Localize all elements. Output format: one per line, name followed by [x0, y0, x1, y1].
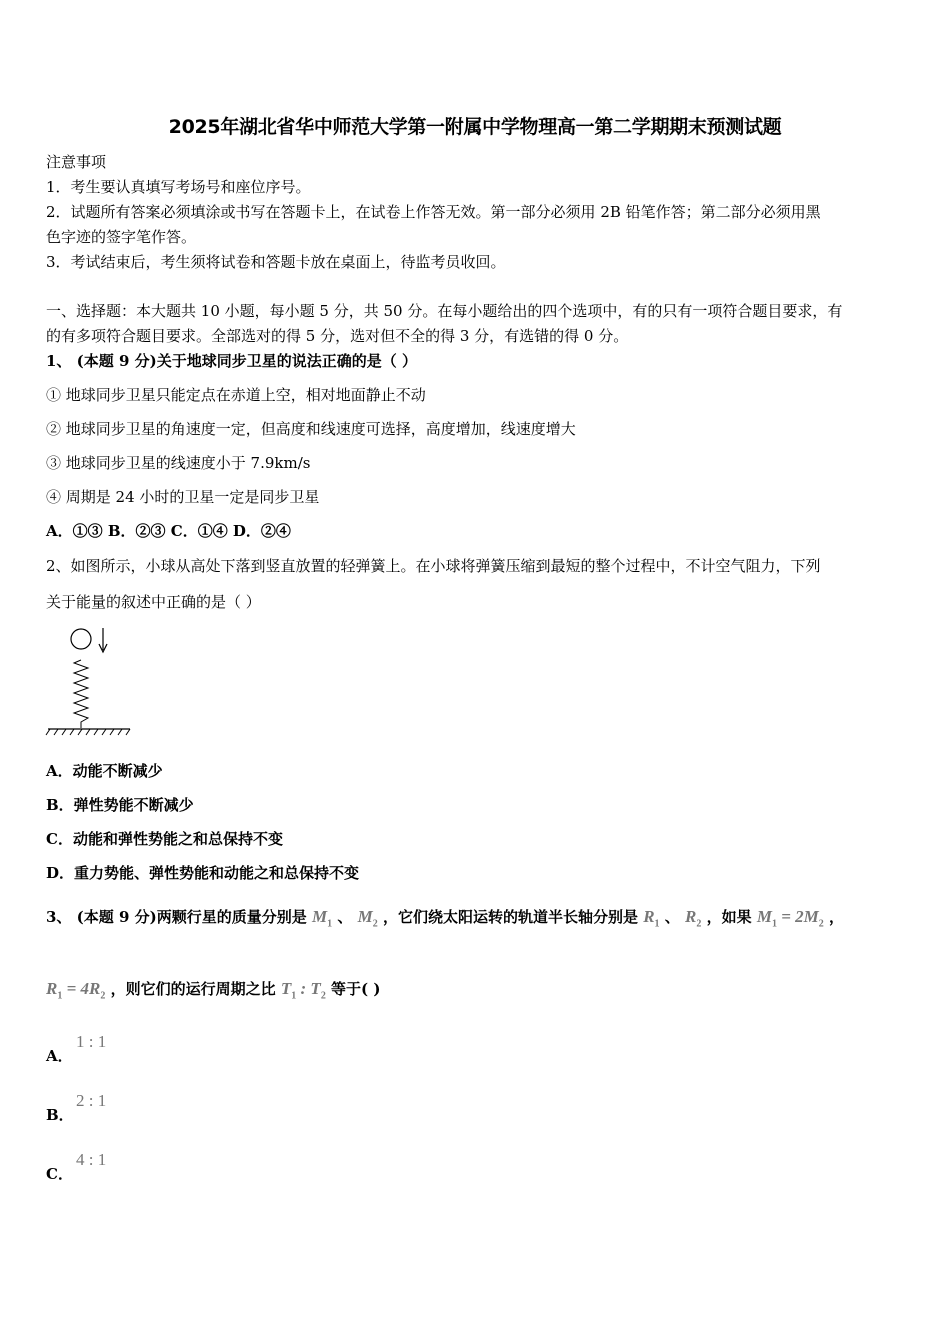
q1-stem: 1、 (本题 9 分)关于地球同步卫星的说法正确的是（ ）	[46, 352, 417, 370]
q1-statement-1: ① 地球同步卫星只能定点在赤道上空，相对地面静止不动	[46, 386, 426, 404]
q2-option-b: B．弹性势能不断减少	[46, 796, 194, 814]
symbol-r2: $R_2$	[685, 907, 702, 930]
q3-option-b-label: B．	[46, 1106, 74, 1124]
symbol-m2: $M_2$	[357, 907, 378, 930]
q3-stem: 3、 (本题 9 分)两颗行星的质量分别是 $M_1$ 、 $M_2$ ，它们绕太阳运转的轨道半长轴分别是 $R_1$ 、 $R_2$ ，如果 $M_1 = 2M_2$ ，	[46, 907, 845, 930]
notice-item-2-cont: 色字迹的签字笔作答。	[46, 228, 197, 246]
symbol-r1: $R_1$	[643, 907, 660, 930]
condition-mass: $M_1 = 2M_2$	[756, 907, 824, 930]
q1-statement-2: ② 地球同步卫星的角速度一定，但高度和线速度可选择，高度增加，线速度增大	[46, 420, 576, 438]
q3-option-c-value: 4 : 1	[76, 1150, 107, 1169]
ground-hatch	[46, 729, 130, 735]
ratio-t1-t2: $T_1$ : $T_2$	[280, 979, 326, 1002]
q3-option-a-label: A．	[46, 1047, 73, 1065]
condition-radius: $R_1 = 4R_2$	[46, 979, 106, 1002]
notice-item-3: 3．考试结束后，考生须将试卷和答题卡放在桌面上，待监考员收回。	[46, 253, 506, 271]
q3-option-a-value: 1 : 1	[76, 1032, 107, 1051]
symbol-m1: $M_1$	[311, 907, 333, 930]
q3-option-b-value: 2 : 1	[76, 1091, 107, 1110]
q2-option-a: A．动能不断减少	[46, 762, 163, 780]
q2-stem-cont: 关于能量的叙述中正确的是（ ）	[46, 593, 261, 611]
notice-item-1: 1．考生要认真填写考场号和座位序号。	[46, 178, 311, 196]
q1-options: A．①③ B．②③ C．①④ D．②④	[46, 522, 291, 540]
q1-statement-4: ④ 周期是 24 小时的卫星一定是同步卫星	[46, 488, 320, 506]
q2-stem: 2、如图所示，小球从高处下落到竖直放置的轻弹簧上。在小球将弹簧压缩到最短的整个过程中，不计空气阻力，下列	[46, 557, 821, 575]
notice-heading: 注意事项	[46, 153, 107, 171]
ball-icon	[71, 629, 91, 649]
q3-option-c-label: C．	[46, 1165, 73, 1183]
notice-item-2: 2．试题所有答案必须填涂或书写在答题卡上，在试卷上作答无效。第一部分必须用 2B 铅笔作答；第二部分必须用黑	[46, 203, 821, 221]
q2-option-d: D．重力势能、弹性势能和动能之和总保持不变	[46, 864, 360, 882]
spring	[74, 660, 88, 728]
q1-statement-3: ③ 地球同步卫星的线速度小于 7.9km/s	[46, 454, 311, 472]
page-title: 2025年湖北省华中师范大学第一附属中学物理高一第二学期期末预测试题	[168, 116, 782, 138]
spring-ball-diagram	[44, 624, 136, 736]
section-intro: 一、选择题：本大题共 10 小题，每小题 5 分，共 50 分。在每小题给出的四个选项中，有的只有一项符合题目要求，有	[46, 302, 843, 320]
q3-stem-cont: $R_1 = 4R_2$ ，则它们的运行周期之比 $T_1$ : $T_2$ 等于( )	[46, 979, 381, 1002]
q2-option-c: C．动能和弹性势能之和总保持不变	[46, 830, 283, 848]
section-intro-cont: 的有多项符合题目要求。全部选对的得 5 分，选对但不全的得 3 分，有选错的得 0 分。	[46, 327, 629, 345]
